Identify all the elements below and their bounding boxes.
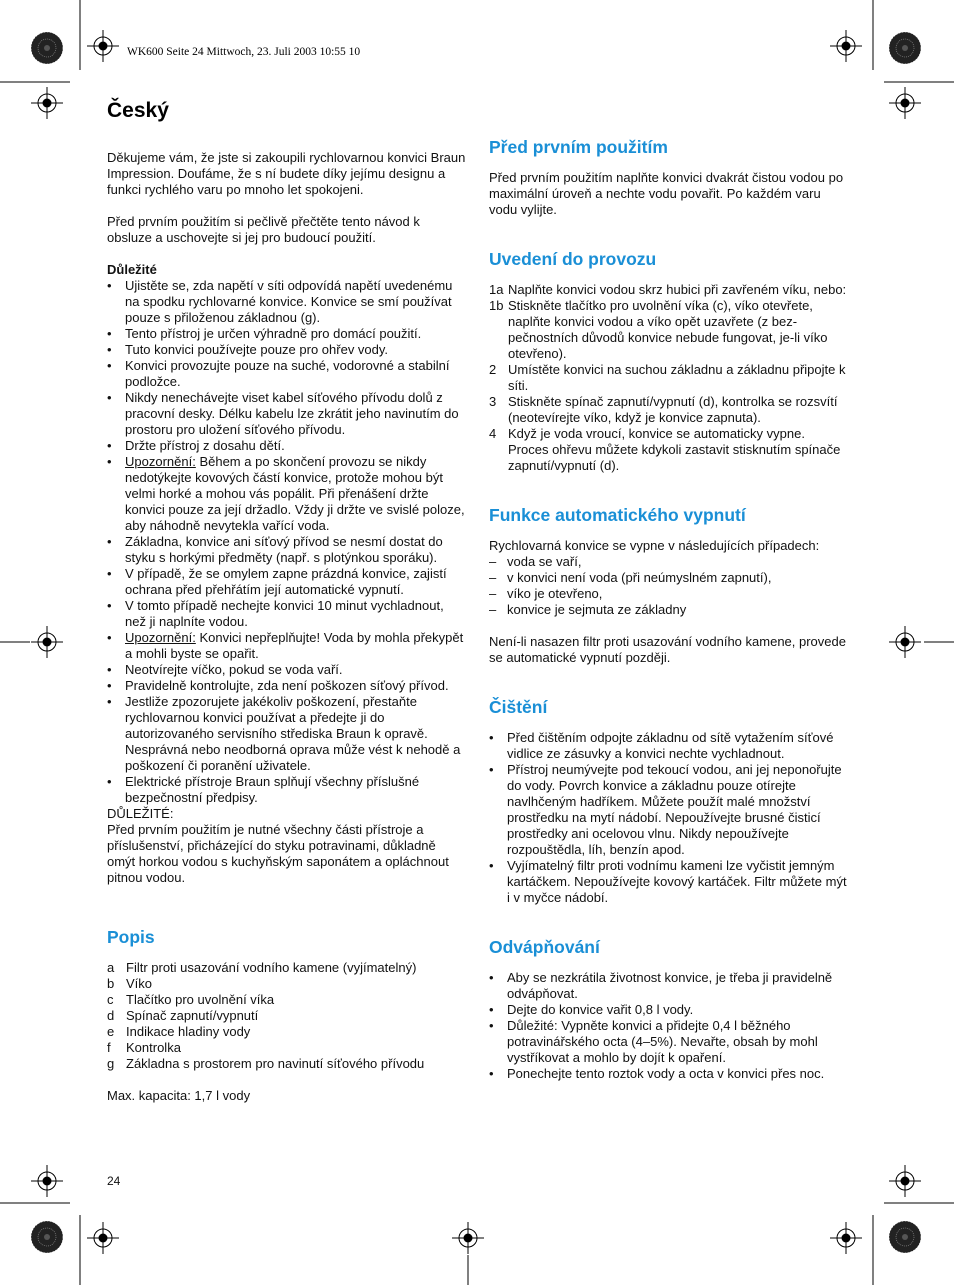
- list-item: • Držte přístroj z dosahu dětí.: [107, 438, 467, 454]
- right-column: [489, 136, 849, 1082]
- list-item: a Filtr proti usazování vodního kamene (vyjímatelný): [107, 960, 417, 975]
- list-item: • Tento přístroj je určen výhradně pro domácí použití.: [107, 326, 467, 342]
- list-item: • Nikdy nenechávejte viset kabel síťového přívodu dolů z pracovní desky. Délku kabelu lze zkrátit jeho navinutím do prostoru pro uložení síťového přívodu.: [107, 390, 467, 438]
- list-item: • Konvici provozujte pouze na suché, vodorovné a stabilní podložce.: [107, 358, 467, 390]
- list-item: – víko je otevřeno,: [489, 586, 849, 602]
- section-title-auto-off: Funkce automatického vypnutí: [489, 505, 746, 525]
- auto-off-note: Není-li nasazen filtr proti usazování vodního kamene, provede se automatické vypnutí později.: [489, 634, 846, 665]
- list-item: c Tlačítko pro uvolnění víka: [107, 992, 275, 1007]
- list-item: • Ponechejte tento roztok vody a octa v konvici přes noc.: [489, 1066, 849, 1082]
- list-item: • Základna, konvice ani síťový přívod se nesmí dostat do styku s horkými předměty (např. s plotýnkou sporáku).: [107, 534, 467, 566]
- list-item: – voda se vaří,: [489, 554, 849, 570]
- list-item: • Pravidelně kontrolujte, zda není poškozen síťový přívod.: [107, 678, 467, 694]
- auto-off-list: [489, 554, 849, 618]
- safety-list: [107, 278, 467, 806]
- left-column: [107, 98, 467, 1104]
- list-item: • Jestliže zpozorujete jakékoliv poškození, přestaňte rychlovarnou konvici používat a předejte ji do autorizovaného servisního střediska Braun k opravě. Nesprávná nebo neodborná oprava může vést k nehodě a poškození či poranění uživatele.: [107, 694, 467, 774]
- list-item: 2 Umístěte konvici na suchou základnu a základnu připojte k síti.: [489, 362, 846, 393]
- intro-paragraph: Děkujeme vám, že jste si zakoupili rychlovarnou konvici Braun Impression. Doufáme, že s ní budete díky jejímu designu a funkci rychlého varu po mnoho let spokojeni.: [107, 150, 466, 197]
- list-item: • Upozornění: Konvici nepřeplňujte! Voda by mohla překypět a mohli byste se opařit.: [107, 630, 467, 662]
- section-title-cleaning: Čištění: [489, 697, 548, 717]
- list-item: – konvice je sejmuta ze základny: [489, 602, 849, 618]
- cleaning-list: [489, 730, 849, 906]
- list-item: • Před čištěním odpojte základnu od sítě vytažením síťové vidlice ze zásuvky a konvici nechte vychladnout.: [489, 730, 849, 762]
- intro-paragraph-2: Před prvním použitím si pečlivě přečtěte tento návod k obsluze a uschovejte si jej pro budoucí použití.: [107, 214, 420, 245]
- list-item: f Kontrolka: [107, 1040, 181, 1055]
- list-item: • V tomto případě nechejte konvici 10 minut vychladnout, než ji naplníte vodou.: [107, 598, 467, 630]
- descaling-list: [489, 970, 849, 1082]
- list-item: • Neotvírejte víčko, pokud se voda vaří.: [107, 662, 467, 678]
- section-title-operation: Uvedení do provozu: [489, 249, 657, 269]
- list-item: • V případě, že se omylem zapne prázdná konvice, zajistí ochrana před přehřátím její automatické vypnutí.: [107, 566, 467, 598]
- list-item: b Víko: [107, 976, 153, 991]
- section-title-first-use: Před prvním použitím: [489, 137, 668, 157]
- list-item: 3 Stiskněte spínač zapnutí/vypnutí (d), kontrolka se rozsvítí (neotevírejte víko, když je konvice zapnuta).: [489, 394, 838, 425]
- section-title-popis: Popis: [107, 927, 155, 947]
- operation-steps: [489, 282, 849, 474]
- important-text: Před prvním použitím je nutné všechny části přístroje a příslušenství, přicházející do styku potravinami, důkladně omýt horkou vodou s kuchyňským saponátem a opláchnout pitnou vodou.: [107, 822, 449, 885]
- parts-list: [107, 960, 467, 1072]
- list-item: – v konvici není voda (při neúmyslném zapnutí),: [489, 570, 849, 586]
- list-item: • Elektrické přístroje Braun splňují všechny příslušné bezpečnostní předpisy.: [107, 774, 467, 806]
- list-item: g Základna s prostorem pro navinutí síťového přívodu: [107, 1056, 425, 1071]
- page-title: Český: [107, 99, 169, 122]
- list-item: • Přístroj neumývejte pod tekoucí vodou, ani jej neponořujte do vody. Povrch konvice a základnu pouze otírejte navlhčeným hadříkem. Můžete použít malé množství prostředku na mytí nádobí. Nepoužívejte brusné čisticí prostředky ani ocelovou vlnu. Nikdy nepoužívejte rozpouštědla, líh, benzín apod.: [489, 762, 849, 858]
- list-item: • Důležité: Vypněte konvici a přidejte 0,4 l běžného potravinářského octa (4–5%). Nevařte, obsah by mohl vystříkovat a mohlo by dojít k opaření.: [489, 1018, 849, 1066]
- print-header: WK600 Seite 24 Mittwoch, 23. Juli 2003 10:55 10: [127, 46, 361, 58]
- list-item: • Tuto konvici používejte pouze pro ohřev vody.: [107, 342, 467, 358]
- page-number: 24: [107, 1174, 121, 1188]
- list-item: 1b Stiskněte tlačítko pro uvolnění víka (c), víko otevřete, naplňte konvici vodou a víko opět uzavřete (z bez-pečnostních důvodů konvice nebude fungovat, je-li víko otevřeno).: [489, 298, 828, 361]
- capacity-text: Max. kapacita: 1,7 l vody: [107, 1088, 251, 1103]
- list-item: • Vyjímatelný filtr proti vodnímu kameni lze vyčistit jemným kartáčkem. Nepoužívejte kovový kartáček. Filtr můžete mýt i v myčce nádobí.: [489, 858, 849, 906]
- list-item: • Dejte do konvice vařit 0,8 l vody.: [489, 1002, 849, 1018]
- list-item: 4 Když je voda vroucí, konvice se automaticky vypne. Proces ohřevu můžete kdykoli zastavit stisknutím spínače zapnutí/vypnutí (d).: [489, 426, 841, 473]
- list-item: e Indikace hladiny vody: [107, 1024, 251, 1039]
- section-title-descaling: Odvápňování: [489, 937, 600, 957]
- list-item: d Spínač zapnutí/vypnutí: [107, 1008, 259, 1023]
- list-item: • Upozornění: Během a po skončení provozu se nikdy nedotýkejte kovových částí konvice, protože mohou být velmi horké a mohou vás popálit. Při přenášení držte konvici pouze za její držadlo. Vždy ji držte ve svislé poloze, aby náhodně nevytekla vařící voda.: [107, 454, 467, 534]
- list-item: • Ujistěte se, zda napětí v síti odpovídá napětí uvedenému na spodku rychlovarné konvice. Konvice se smí používat pouze s přiloženou základnou (g).: [107, 278, 467, 326]
- important-heading: Důležité: [107, 262, 157, 277]
- important-heading-2: DŮLEŽITÉ:: [107, 806, 174, 821]
- list-item: 1a Naplňte konvici vodou skrz hubici při zavřeném víku, nebo:: [489, 282, 847, 297]
- list-item: • Aby se nezkrátila životnost konvice, je třeba ji pravidelně odvápňovat.: [489, 970, 849, 1002]
- auto-off-intro: Rychlovarná konvice se vypne v následujících případech:: [489, 538, 820, 553]
- first-use-text: Před prvním použitím naplňte konvici dvakrát čistou vodou po maximální úroveň a nechte vodu povařit. Po každém varu vodu vylijte.: [489, 170, 844, 217]
